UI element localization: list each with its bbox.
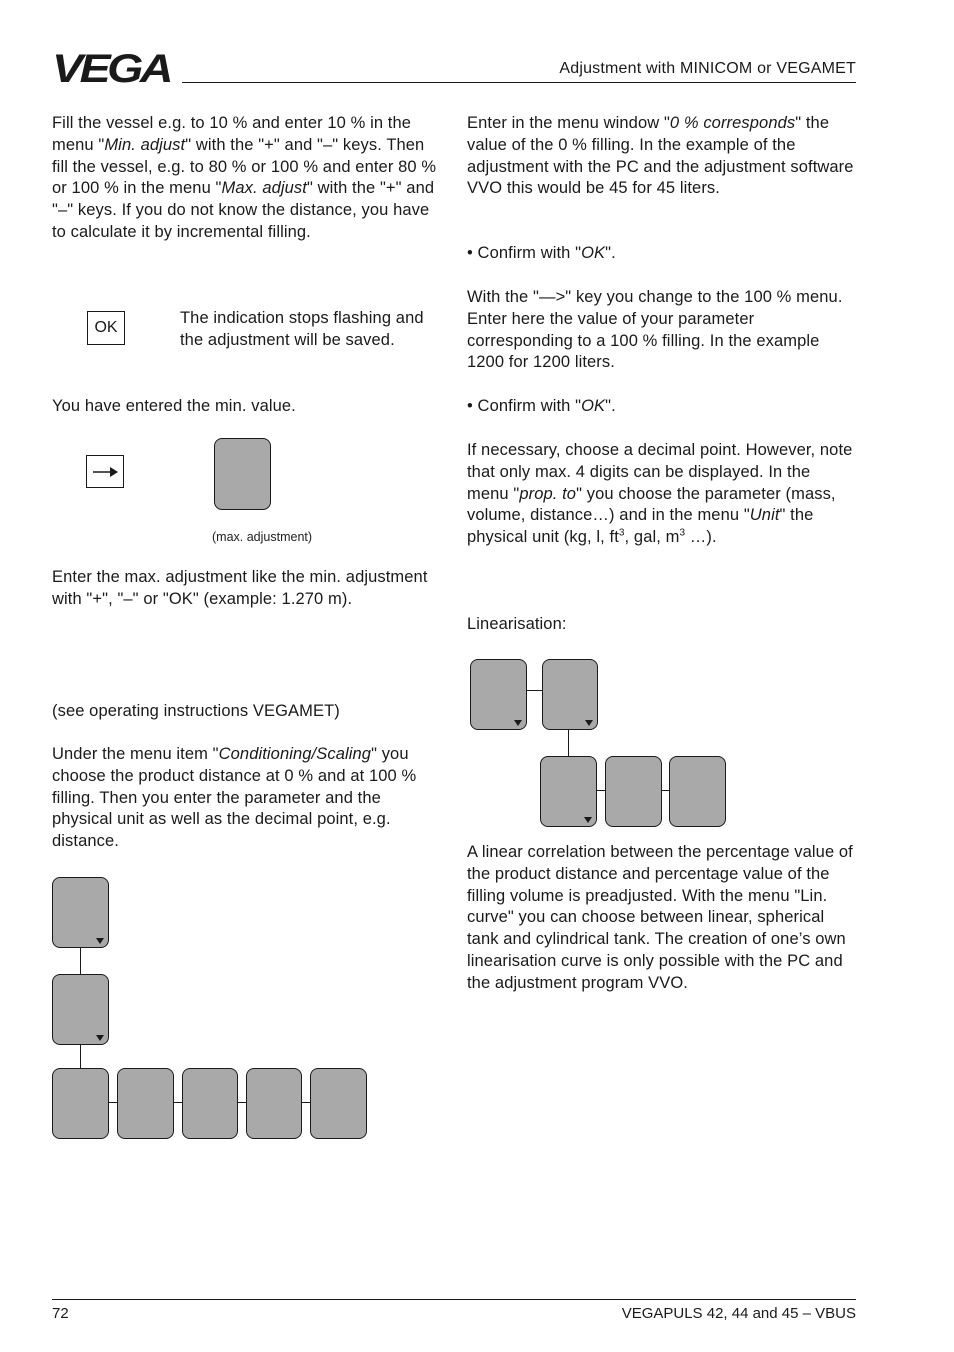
lin-menu-box-3 [540, 756, 597, 827]
lin-menu-box-2 [542, 659, 598, 730]
connector [302, 1102, 310, 1103]
max-adjust-display [214, 438, 271, 510]
connector [109, 1102, 117, 1103]
menu-box-level3-2 [117, 1068, 174, 1139]
zero-percent-paragraph: Enter in the menu window "0 % corresponds" the value of the 0 % filling. In the example of the adjustment with the PC and the adjustment software VVO this would be 45 for 45 liters. [467, 114, 854, 198]
max-adjust-caption: (max. adjustment) [212, 530, 313, 544]
connector [597, 790, 605, 791]
min-entered-text: You have entered the min. value. [52, 397, 296, 415]
connector [174, 1102, 182, 1103]
menu-box-level3-5 [310, 1068, 367, 1139]
left-paragraph-calibration: Fill the vessel e.g. to 10 % and enter 10 % in the menu "Min. adjust" with the "+" and "–" keys. Then fill the vessel, e.g. to 80 % or 100 % and enter 80 % or 100 % in the menu "Max. adjust" with the "+" and "–" keys. If you do not know the distance, you have to calculate it by incremental filling. [52, 114, 437, 241]
confirm-ok-bullet-2: • Confirm with "OK". [467, 397, 616, 415]
lin-menu-box-5 [669, 756, 726, 827]
connector [80, 948, 81, 974]
chevron-down-icon [584, 817, 592, 823]
chevron-down-icon [514, 720, 522, 726]
linear-correlation-paragraph: A linear correlation between the percentage value of the product distance and percentage value of the filling volume is preadjusted. With the menu "Lin. curve" you can choose between linear, spherical tank and cylindrical tank. The creation of one’s own linearisation curve is only possible with the PC and the adjustment program VVO. [467, 843, 853, 992]
ok-key-label: OK [94, 319, 118, 336]
connector [662, 790, 669, 791]
menu-box-level3-1 [52, 1068, 109, 1139]
linearisation-label: Linearisation: [467, 615, 567, 633]
confirm-ok-bullet-1: • Confirm with "OK". [467, 244, 616, 262]
chevron-down-icon [585, 720, 593, 726]
max-adjust-paragraph: Enter the max. adjustment like the min. adjustment with "+", "–" or "OK" (example: 1.270 m). [52, 568, 428, 608]
chevron-down-icon [96, 1035, 104, 1041]
arrow-right-icon [90, 464, 120, 480]
connector [238, 1102, 246, 1103]
ok-description: The indication stops flashing and the adjustment will be saved. [180, 309, 424, 349]
page-number: 72 [52, 1305, 69, 1322]
ok-key[interactable] [87, 311, 125, 345]
lin-menu-box-4 [605, 756, 662, 827]
footer-rule [52, 1299, 856, 1300]
menu-box-level2 [52, 974, 109, 1045]
footer-product: VEGAPULS 42, 44 and 45 – VBUS [621, 1305, 856, 1322]
decimal-point-paragraph: If necessary, choose a decimal point. However, note that only max. 4 digits can be displayed. In the menu "prop. to" you choose the parameter (mass, volume, distance…) and in the menu "Unit" the physical unit (kg, l, $ft^3$, gal, $m^3$ …). [467, 441, 853, 547]
hundred-percent-paragraph: With the "—>" key you change to the 100 % menu. Enter here the value of your parameter corresponding to a 100 % filling. In the example 1200 for 1200 liters. [467, 288, 843, 372]
header-rule [182, 82, 856, 83]
connector [568, 730, 569, 756]
vega-logo [52, 50, 172, 86]
header-title: Adjustment with MINICOM or VEGAMET [559, 60, 856, 77]
menu-box-level1 [52, 877, 109, 948]
menu-box-level3-3 [182, 1068, 238, 1139]
lin-menu-box-1 [470, 659, 527, 730]
see-instructions-text: (see operating instructions VEGAMET) [52, 702, 340, 720]
connector [527, 690, 542, 691]
chevron-down-icon [96, 938, 104, 944]
arrow-right-key[interactable] [86, 455, 124, 488]
connector [80, 1045, 81, 1068]
svg-text:VEGA: VEGA [52, 50, 171, 86]
conditioning-paragraph: Under the menu item "Conditioning/Scaling" you choose the product distance at 0 % and at 100 % filling. Then you enter the parameter and the physical unit as well as the decimal point, e.g. distance. [52, 745, 417, 851]
menu-box-level3-4 [246, 1068, 302, 1139]
